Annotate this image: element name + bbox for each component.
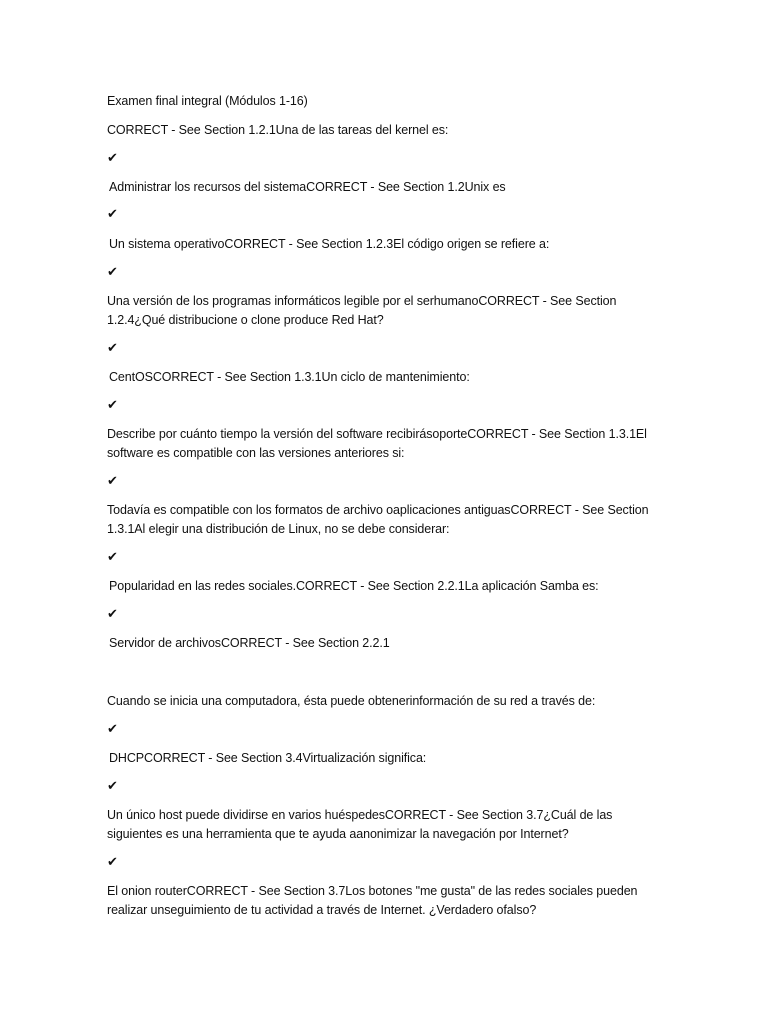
answer-line-3: Una versión de los programas informáticos legible por el serhumanoCORRECT - See Section 1.2.4¿Qué distribucione o clone produce Red Hat? <box>107 294 617 327</box>
answer-line-7: Popularidad en las redes sociales.CORRECT - See Section 2.2.1La aplicación Samba es: <box>109 579 599 593</box>
answer-line-4: CentOSCORRECT - See Section 1.3.1Un ciclo de mantenimiento: <box>109 370 470 384</box>
question-line-1: CORRECT - See Section 1.2.1Una de las tareas del kernel es: <box>107 123 449 137</box>
answer-line-10: Un único host puede dividirse en varios huéspedesCORRECT - See Section 3.7¿Cuál de las siguientes es una herramienta que te ayuda aanonimizar la navegación por Internet? <box>107 808 613 841</box>
answer-line-2: Un sistema operativoCORRECT - See Section 1.2.3El código origen se refiere a: <box>109 237 550 251</box>
check-icon: ✔ <box>107 151 118 166</box>
answer-line-9: DHCPCORRECT - See Section 3.4Virtualización significa: <box>109 751 427 765</box>
question-line-2: Cuando se inicia una computadora, ésta puede obtenerinformación de su red a través de: <box>107 694 596 708</box>
document-title: Examen final integral (Módulos 1-16) <box>107 94 308 108</box>
answer-line-6: Todavía es compatible con los formatos de archivo oaplicaciones antiguasCORRECT - See Section 1.3.1Al elegir una distribución de Linux, no se debe considerar: <box>107 503 649 536</box>
check-icon: ✔ <box>107 474 118 489</box>
answer-line-11: El onion routerCORRECT - See Section 3.7Los botones "me gusta" de las redes sociales pueden realizar unseguimiento de tu actividad a través de Internet. ¿Verdadero ofalso? <box>107 884 638 917</box>
check-icon: ✔ <box>107 341 118 356</box>
check-icon: ✔ <box>107 207 118 222</box>
check-icon: ✔ <box>107 607 118 622</box>
check-icon: ✔ <box>107 265 118 280</box>
check-icon: ✔ <box>107 550 118 565</box>
check-icon: ✔ <box>107 722 118 737</box>
answer-line-1: Administrar los recursos del sistemaCORRECT - See Section 1.2Unix es <box>109 180 506 194</box>
check-icon: ✔ <box>107 398 118 413</box>
answer-line-8: Servidor de archivosCORRECT - See Section 2.2.1 <box>109 636 390 650</box>
answer-line-5: Describe por cuánto tiempo la versión del software recibirásoporteCORRECT - See Section 1.3.1El software es compatible con las versiones anteriores si: <box>107 427 647 460</box>
check-icon: ✔ <box>107 855 118 870</box>
check-icon: ✔ <box>107 779 118 794</box>
